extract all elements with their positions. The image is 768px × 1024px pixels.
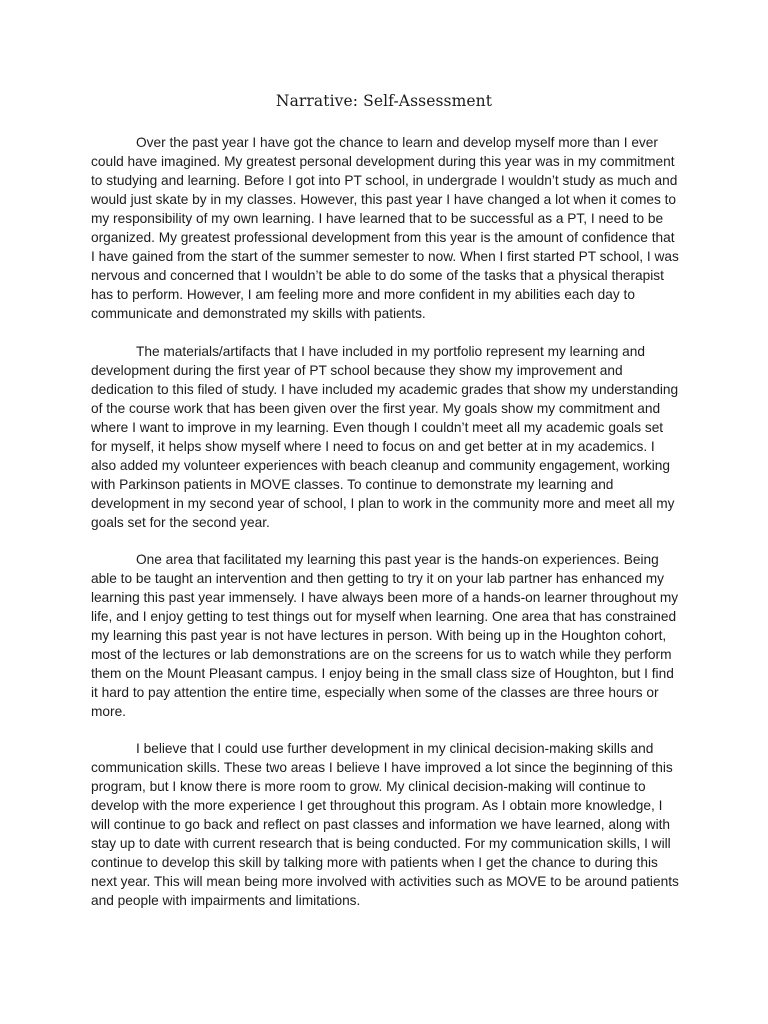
document-title: Narrative: Self-Assessment: [275, 92, 493, 110]
paragraph-learning-factors: One area that facilitated my learning this past year is the hands-on experiences. Being able to be taught an intervention and then getting to try it on your lab partner has enhanced my learning this past year immensely. I have always been more of a hands-on learner throughout my life, and I enjoy getting to test things out for myself when learning. One area that has constrained my learning this past year is not have lectures in person. With being up in the Houghton cohort, most of the lectures or lab demonstrations are on the screens for us to watch while they perform them on the Mount Pleasant campus. I enjoy being in the small class size of Houghton, but I find it hard to pay attention the entire time, especially when some of the classes are three hours or more.: [91, 552, 679, 719]
paragraph-personal-development: Over the past year I have got the chance to learn and develop myself more than I ever could have imagined. My greatest personal development during this year was in my commitment to studying and learning. Before I got into PT school, in undergrade I wouldn’t study as much and would just skate by in my classes. However, this past year I have changed a lot when it comes to my responsibility of my own learning. I have learned that to be successful as a PT, I need to be organized. My greatest professional development from this year is the amount of confidence that I have gained from the start of the summer semester to now. When I first started PT school, I was nervous and concerned that I wouldn’t be able to do some of the tasks that a physical therapist has to perform. However, I am feeling more and more confident in my abilities each day to communicate and demonstrated my skills with patients.: [91, 135, 679, 321]
paragraph-portfolio-artifacts: The materials/artifacts that I have included in my portfolio represent my learning and development during the first year of PT school because they show my improvement and dedication to this filed of study. I have included my academic grades that show my understanding of the course work that has been given over the first year. My goals show my commitment and where I want to improve in my learning. Even though I couldn’t meet all my academic goals set for myself, it helps show myself where I need to focus on and get better at in my academics. I also added my volunteer experiences with beach cleanup and community engagement, working with Parkinson patients in MOVE classes. To continue to demonstrate my learning and development in my second year of school, I plan to work in the community more and meet all my goals set for the second year.: [91, 344, 679, 530]
paragraph-further-development: I believe that I could use further development in my clinical decision-making skills and communication skills. These two areas I believe I have improved a lot since the beginning of this program, but I know there is more room to grow. My clinical decision-making will continue to develop with the more experience I get throughout this program. As I obtain more knowledge, I will continue to go back and reflect on past classes and information we have learned, along with stay up to date with current research that is being conducted. For my communication skills, I will continue to develop this skill by talking more with patients when I get the chance to during this next year. This will mean being more involved with activities such as MOVE to be around patients and people with impairments and limitations.: [91, 741, 679, 908]
